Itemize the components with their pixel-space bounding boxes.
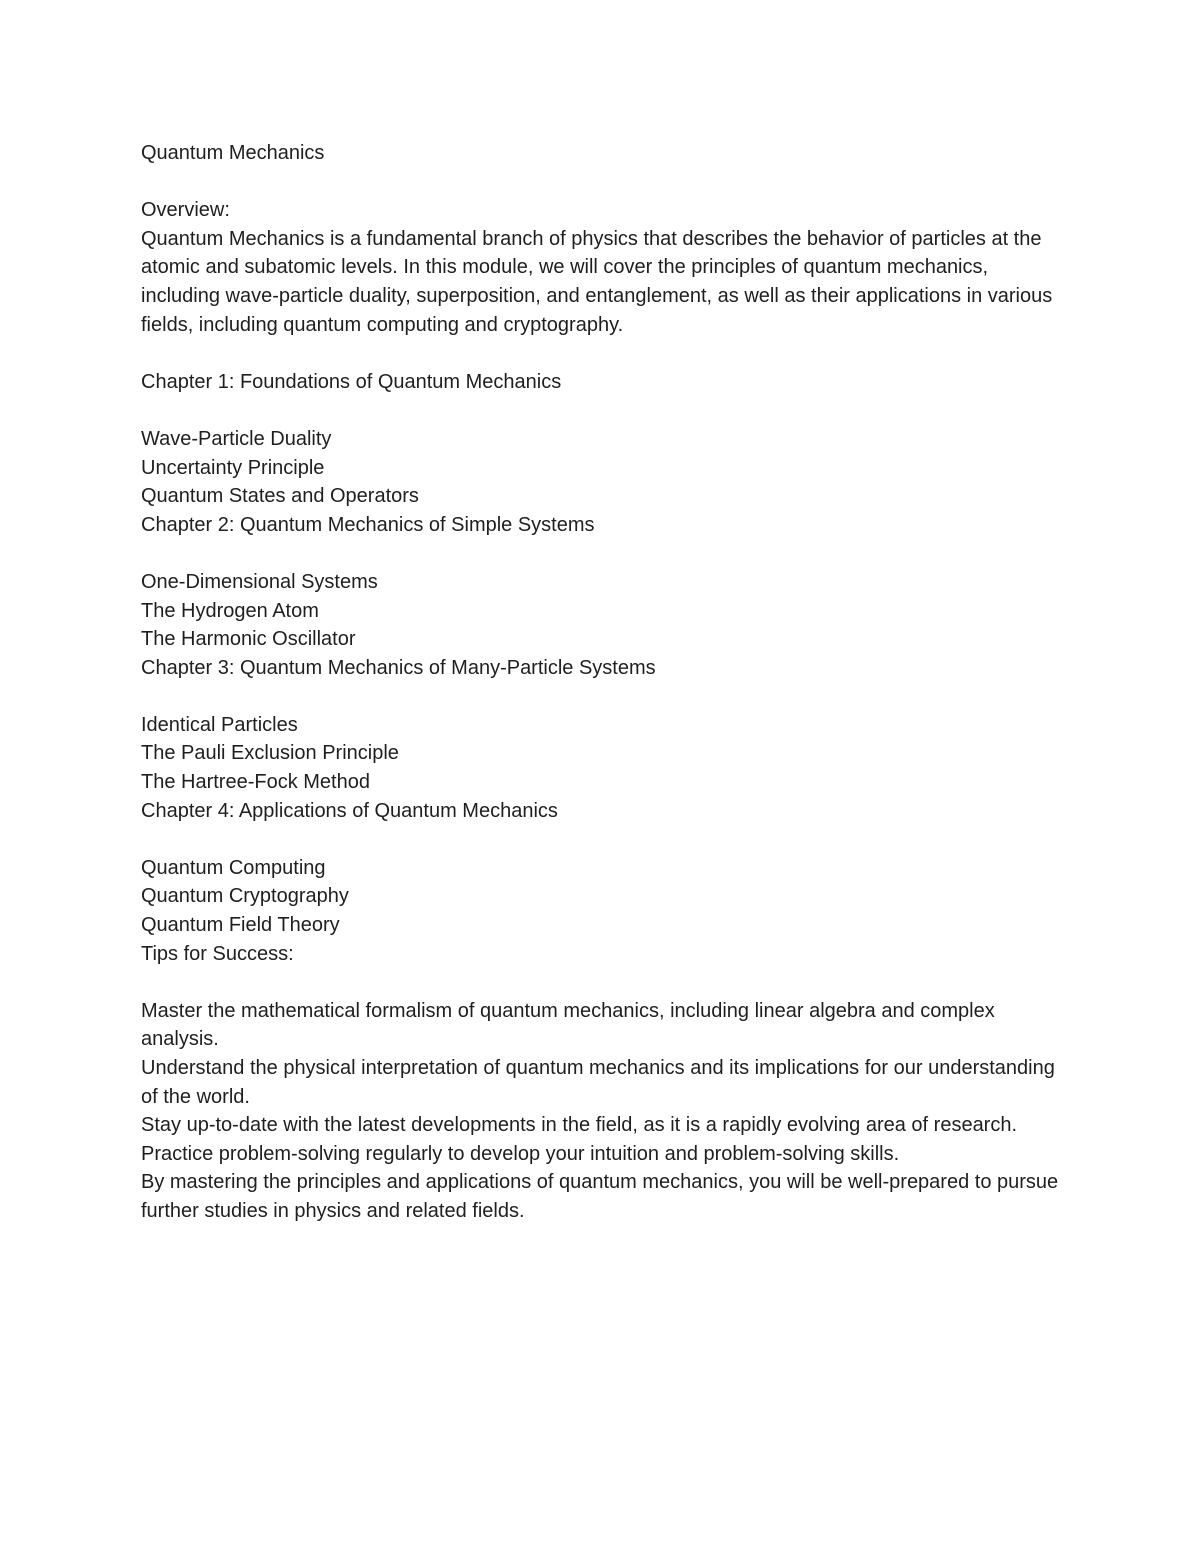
chapter-1-topic: Wave-Particle Duality [141, 427, 332, 450]
overview-heading: Overview: [141, 199, 230, 222]
blank-line [141, 968, 1071, 997]
chapter-1-topic: Uncertainty Principle [141, 456, 325, 479]
document-body [141, 139, 1071, 1226]
tip-item: Practice problem-solving regularly to develop your intuition and problem-solving skills. [141, 1142, 900, 1165]
blank-line [141, 682, 1071, 711]
chapter-1-heading: Chapter 1: Foundations of Quantum Mechanics [141, 370, 562, 393]
chapter-2-topic: One-Dimensional Systems [141, 570, 378, 593]
overview-paragraph: Quantum Mechanics is a fundamental branch of physics that describes the behavior of particles at the atomic and subatomic levels. In this module, we will cover the principles of quantum mechanics, including wave-particle duality, superposition, and entanglement, as well as their applications in various fields, including quantum computing and cryptography. [141, 227, 1053, 336]
tip-item: Master the mathematical formalism of quantum mechanics, including linear algebra and complex analysis. [141, 999, 995, 1051]
chapter-4-topic: Quantum Field Theory [141, 914, 340, 937]
blank-line [141, 339, 1071, 368]
blank-line [141, 396, 1071, 425]
chapter-2-topic: The Hydrogen Atom [141, 599, 319, 622]
chapter-3-topic: The Pauli Exclusion Principle [141, 742, 399, 765]
tip-item: Understand the physical interpretation of quantum mechanics and its implications for our understanding of the world. [141, 1057, 1055, 1108]
chapter-2-topic: The Harmonic Oscillator [141, 628, 356, 651]
chapter-4-heading: Chapter 4: Applications of Quantum Mechanics [141, 799, 558, 822]
chapter-3-heading: Chapter 3: Quantum Mechanics of Many-Particle Systems [141, 656, 656, 679]
chapter-4-topic: Quantum Cryptography [141, 885, 349, 908]
tip-item: Stay up-to-date with the latest developments in the field, as it is a rapidly evolving area of research. [141, 1114, 1018, 1137]
chapter-4-topic: Quantum Computing [141, 856, 326, 879]
blank-line [141, 539, 1071, 568]
document-title: Quantum Mechanics [141, 142, 325, 164]
closing-statement: By mastering the principles and applications of quantum mechanics, you will be well-prepared to pursue further studies in physics and related fields. [141, 1171, 1059, 1222]
chapter-2-heading: Chapter 2: Quantum Mechanics of Simple Systems [141, 513, 595, 536]
tips-heading: Tips for Success: [141, 942, 294, 965]
blank-line [141, 825, 1071, 854]
chapter-1-topic: Quantum States and Operators [141, 485, 419, 508]
chapter-3-topic: Identical Particles [141, 713, 298, 736]
chapter-3-topic: The Hartree-Fock Method [141, 771, 370, 794]
blank-line [141, 168, 1071, 197]
